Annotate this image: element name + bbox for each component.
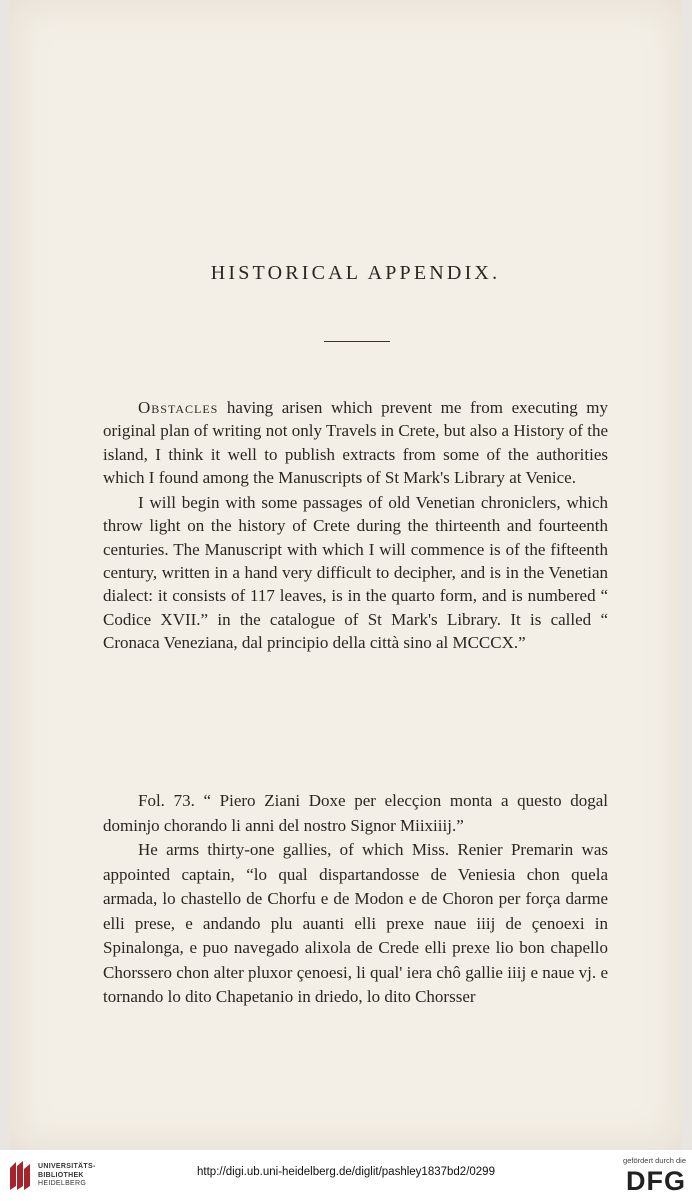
folio-quote: Fol. 73. “ Piero Ziani Doxe per elecçion monta a questo dogal dominjo chorando li anni del nostro Signor Miixiiij.” <box>103 791 608 835</box>
funded-by-label: gefördert durch die <box>623 1156 686 1165</box>
paragraph-text: having arisen which prevent me from executing my original plan of writing not only Travels in Crete, but also a History of the island, I think it well to publish extracts from some of the authorities which I found among the Manuscripts of St Mark's Library at Venice. <box>103 398 608 487</box>
page-title: HISTORICAL APPENDIX. <box>210 262 501 284</box>
scanned-page <box>10 0 682 1150</box>
library-name-line: HEIDELBERG <box>38 1180 87 1187</box>
paragraph-lead: Obstacles <box>138 398 219 417</box>
paragraph-chroniclers <box>103 491 608 654</box>
title-divider <box>324 341 390 342</box>
paragraph-text: I will begin with some passages of old Venetian chroniclers, which throw light on the history of Crete during the thirteenth and fourteenth centuries. The Manuscript with which I will commence is of the fifteenth century, written in a hand very difficult to decipher, and is in the Venetian dialect: it consists of 117 leaves, is in the quarto form, and is numbered “ Codice XVII.” in the catalogue of St Mark's Library. It is called “ Cronaca Veneziana, dal principio della città sino al MCCCX.” <box>103 493 608 652</box>
main-text <box>103 396 608 654</box>
paragraph-closing: He arms thirty-one gallies, of which Miss. Renier Premarin was appointed captain, “lo qual dispartandosse de Veniesia chon quela armada, lo chastello de Chorfu e de Modon e de Choron per força darme elli prese, e andando plu auanti elli prexe naue iiij de çenoexi in Spinalonga, e puo navegado alixola de Crede elli prexe lio bon chapello Chorssero chon alter pluxor çenoesi, li qual' iera chô gallie iiij e naue vj. e tornando lo dito Chapetanio in driedo, lo dito Chorsser <box>103 840 608 1006</box>
permalink-url[interactable]: http://digi.ub.uni-heidelberg.de/diglit/pashley1837bd2/0299 <box>197 1166 495 1178</box>
viewer-footer <box>0 1150 692 1201</box>
library-name-line: BIBLIOTHEK <box>38 1171 84 1179</box>
dfg-logo[interactable]: DFG <box>626 1166 686 1196</box>
library-name-line: UNIVERSITÄTS- <box>38 1163 96 1170</box>
show-through-text <box>100 95 620 123</box>
paragraph-obstacles <box>103 396 608 489</box>
folio-extract <box>103 789 608 1010</box>
